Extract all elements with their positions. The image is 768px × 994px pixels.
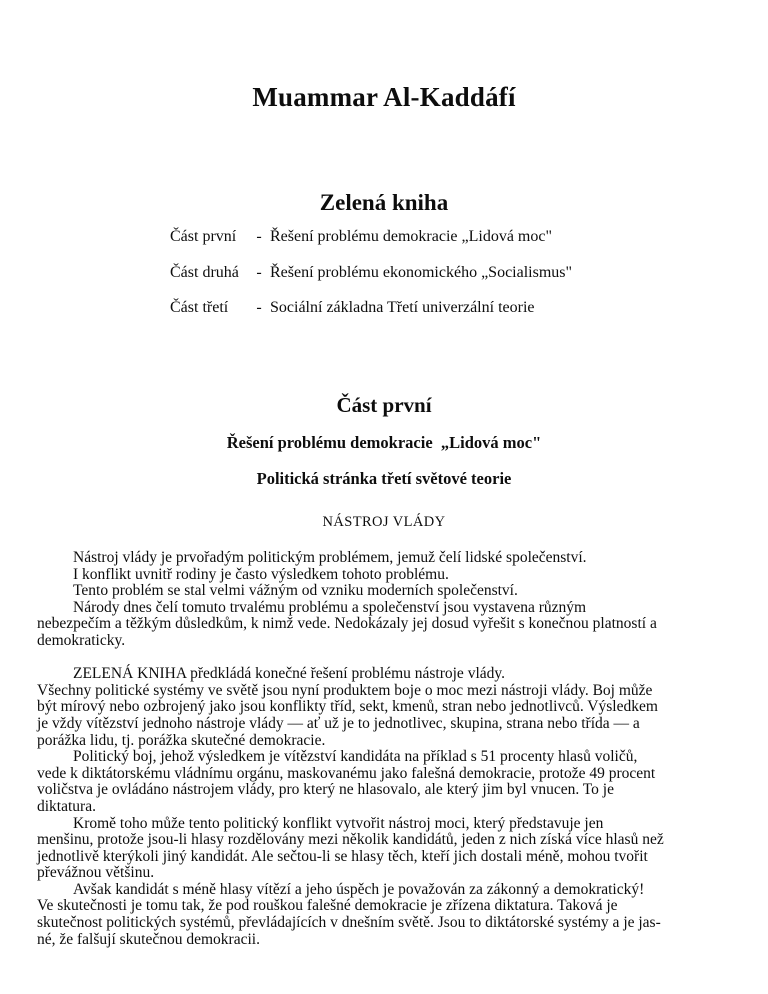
part-subtitle-primary: Řešení problému demokracie „Lidová moc" bbox=[226, 433, 542, 452]
toc-part-label: Část třetí bbox=[170, 299, 229, 316]
toc-part-title: Řešení problému demokracie „Lidová moc" bbox=[270, 228, 552, 245]
part-subtitle-secondary: Politická stránka třetí světové teorie bbox=[256, 469, 512, 488]
toc-part-title: Řešení problému ekonomického „Socialismus" bbox=[270, 263, 573, 281]
body-text-line: je vždy vítězství jednoho nástroje vlády — ať už je to jednotlivec, skupina, strana nebo třída — a bbox=[37, 714, 640, 732]
body-text-line: Ve skutečnosti je tomu tak, že pod rouškou falešné demokracie je zřízena diktatura. Taková je bbox=[37, 897, 618, 915]
part-heading: Část první bbox=[336, 393, 432, 417]
toc-row bbox=[170, 263, 572, 282]
body-text-line: Tento problém se stal velmi vážným od vzniku moderních společenství. bbox=[73, 582, 518, 600]
body-text-line: Národy dnes čelí tomuto trvalému problému a společenství jsou vystavena různým bbox=[73, 598, 587, 616]
body-text-line: diktatura. bbox=[37, 797, 96, 815]
body-text-line: skutečnost politických systémů, převládajících v dnešním světě. Jsou to diktátorské systémy a je jas- bbox=[37, 914, 661, 932]
body-text-line: Politický boj, jehož výsledkem je vítězství kandidáta na příklad s 51 procenty hlasů voličů, bbox=[73, 748, 638, 766]
toc-dash: - bbox=[256, 263, 262, 281]
toc-row bbox=[170, 298, 572, 317]
body-text-line: I konflikt uvnitř rodiny je často výsledkem tohoto problému. bbox=[73, 565, 449, 583]
body-text-line: ZELENÁ KNIHA předkládá konečné řešení problému nástroje vlády. bbox=[73, 665, 505, 683]
toc-dash: - bbox=[256, 228, 262, 245]
toc-part-label: Část první bbox=[170, 228, 237, 245]
body-text-line: Kromě toho může tento politický konflikt vytvořit nástroj moci, který představuje jen bbox=[73, 814, 604, 832]
body-text-line: převážnou většinu. bbox=[37, 864, 155, 882]
body-text-line: Avšak kandidát s méně hlasy vítězí a jeho úspěch je považován za zákonný a demokratický! bbox=[73, 880, 645, 898]
body-text-line: být mírový nebo ozbrojený jako jsou konflikty tříd, sekt, kmenů, stran nebo jednotlivců. Výsledkem bbox=[37, 698, 658, 716]
author-title: Muammar Al-Kaddáfí bbox=[252, 82, 516, 112]
body-text-line: né, že falšují skutečnou demokracii. bbox=[37, 930, 260, 948]
table-of-contents bbox=[170, 227, 572, 334]
section-heading: NÁSTROJ VLÁDY bbox=[322, 514, 446, 530]
body-text-line: demokraticky. bbox=[37, 631, 126, 649]
body-text-line: porážka lidu, tj. porážka skutečné demokracie. bbox=[37, 731, 326, 749]
body-text bbox=[37, 550, 737, 948]
book-title: Zelená kniha bbox=[319, 190, 449, 215]
toc-part-title: Sociální základna Třetí univerzální teorie bbox=[270, 299, 535, 316]
body-text-line: Všechny politické systémy ve světě jsou nyní produktem boje o moc mezi nástroji vlády. Boj může bbox=[37, 681, 653, 699]
toc-part-label: Část druhá bbox=[170, 263, 239, 281]
body-text-line: vede k diktátorskému vládnímu orgánu, maskovanému jako falešná demokracie, protože 49 procent bbox=[37, 764, 656, 782]
toc-row bbox=[170, 227, 572, 246]
body-text-line: Nástroj vlády je prvořadým politickým problémem, jemuž čelí lidské společenství. bbox=[73, 549, 587, 566]
body-text-line: nebezpečím a těžkým důsledkům, k nimž vede. Nedokázaly jej dosud vyřešit s konečnou platností a bbox=[37, 615, 657, 633]
toc-dash: - bbox=[256, 299, 262, 316]
body-text-line: voličstva je ovládáno nástrojem vlády, pro který ne hlasovalo, ale který jim byl vnucen. To je bbox=[37, 781, 614, 799]
body-text-line: menšinu, protože jsou-li hlasy rozdělovány mezi několik kandidátů, jeden z nich získá více hlasů než bbox=[37, 831, 664, 849]
body-text-line: jednotlivě kterýkoli jiný kandidát. Ale sečtou-li se hlasy těch, kteří jich dostali méně, mohou tvořit bbox=[37, 847, 648, 865]
